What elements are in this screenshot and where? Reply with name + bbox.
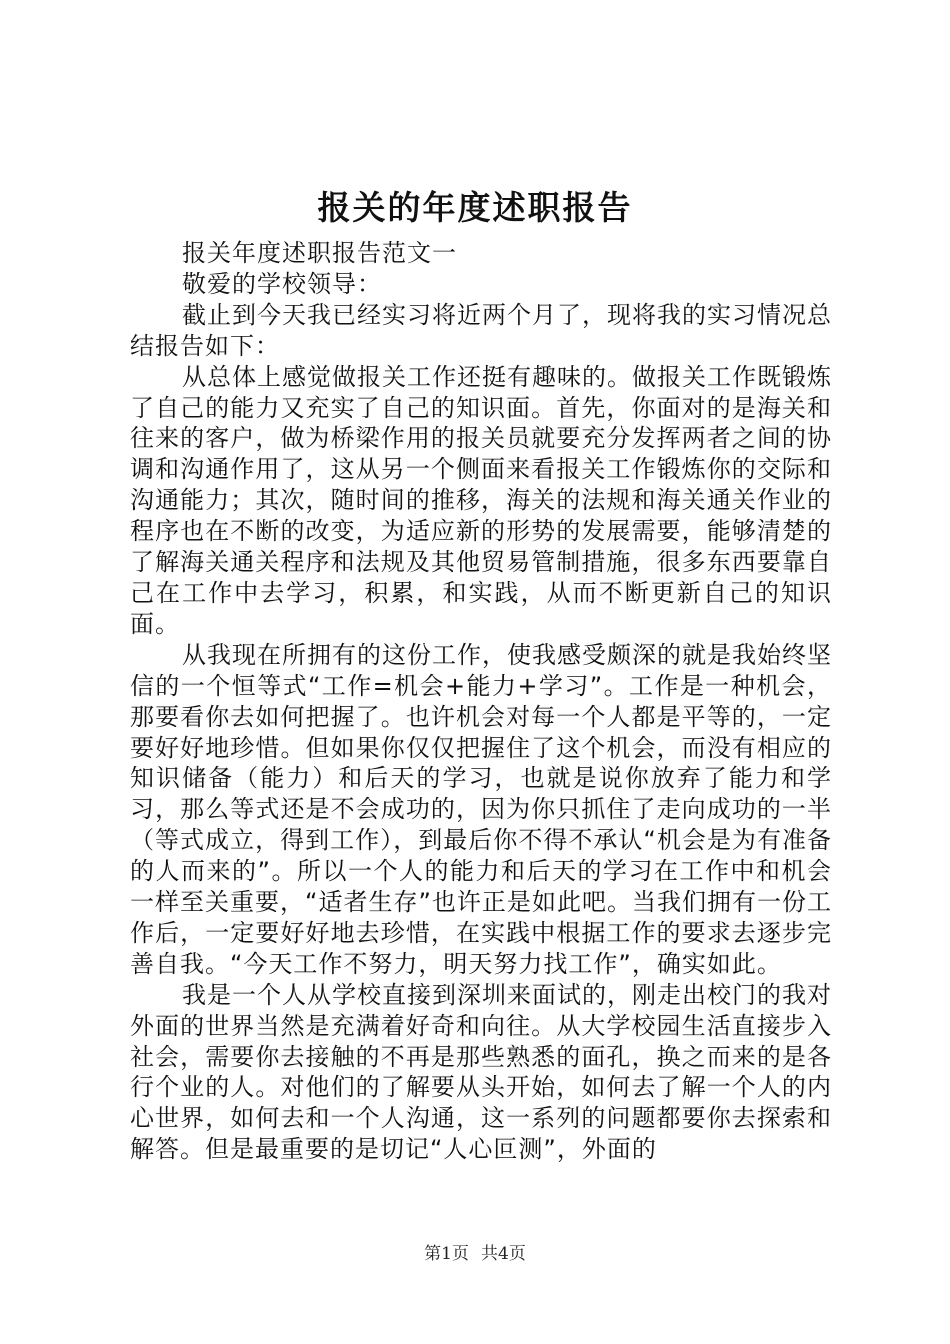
- paragraph: 我是一个人从学校直接到深圳来面试的，刚走出校门的我对外面的世界当然是充满着好奇和向往。从大学校园生活直接步入社会，需要你去接触的不再是那些熟悉的面孔，换之而来的是各行个业的人。对他们的了解要从头开始，如何去了解一个人的内心世界，如何去和一个人沟通，这一系列的问题都要你去探索和解答。但是最重要的是切记“人心叵测”，外面的: [130, 980, 832, 1164]
- page-total: 共4页: [481, 1244, 526, 1264]
- page-footer: [0, 1243, 950, 1265]
- page-number: 第1页: [424, 1244, 469, 1264]
- paragraph: 从我现在所拥有的这份工作，使我感受颇深的就是我始终坚信的一个恒等式“工作=机会+能力+学习”。工作是一种机会，那要看你去如何把握了。也许机会对每一个人都是平等的，一定要好好地珍惜。但如果你仅仅把握住了这个机会，而没有相应的知识储备（能力）和后天的学习，也就是说你放弃了能力和学习，那么等式还是不会成功的，因为你只抓住了走向成功的一半（等式成立，得到工作），到最后你不得不承认“机会是为有准备的人而来的”。所以一个人的能力和后天的学习在工作中和机会一样至关重要，“适者生存”也许正是如此吧。当我们拥有一份工作后，一定要好好地去珍惜，在实践中根据工作的要求去逐步完善自我。“今天工作不努力，明天努力找工作”，确实如此。: [130, 640, 832, 978]
- salutation: 敬爱的学校领导：: [182, 269, 382, 298]
- document-body: [130, 238, 832, 1165]
- paragraph: 从总体上感觉做报关工作还挺有趣味的。做报关工作既锻炼了自己的能力又充实了自己的知识面。首先，你面对的是海关和往来的客户，做为桥梁作用的报关员就要充分发挥两者之间的协调和沟通作用了，这从另一个侧面来看报关工作锻炼你的交际和沟通能力；其次，随时间的推移，海关的法规和海关通关作业的程序也在不断的改变，为适应新的形势的发展需要，能够清楚的了解海关通关程序和法规及其他贸易管制措施，很多东西要靠自己在工作中去学习，积累，和实践，从而不断更新自己的知识面。: [130, 362, 832, 638]
- document-title: 报关的年度述职报告: [317, 188, 633, 227]
- section-heading: 报关年度述职报告范文一: [182, 239, 457, 267]
- paragraph: 截止到今天我已经实习将近两个月了，现将我的实习情况总结报告如下：: [130, 300, 832, 360]
